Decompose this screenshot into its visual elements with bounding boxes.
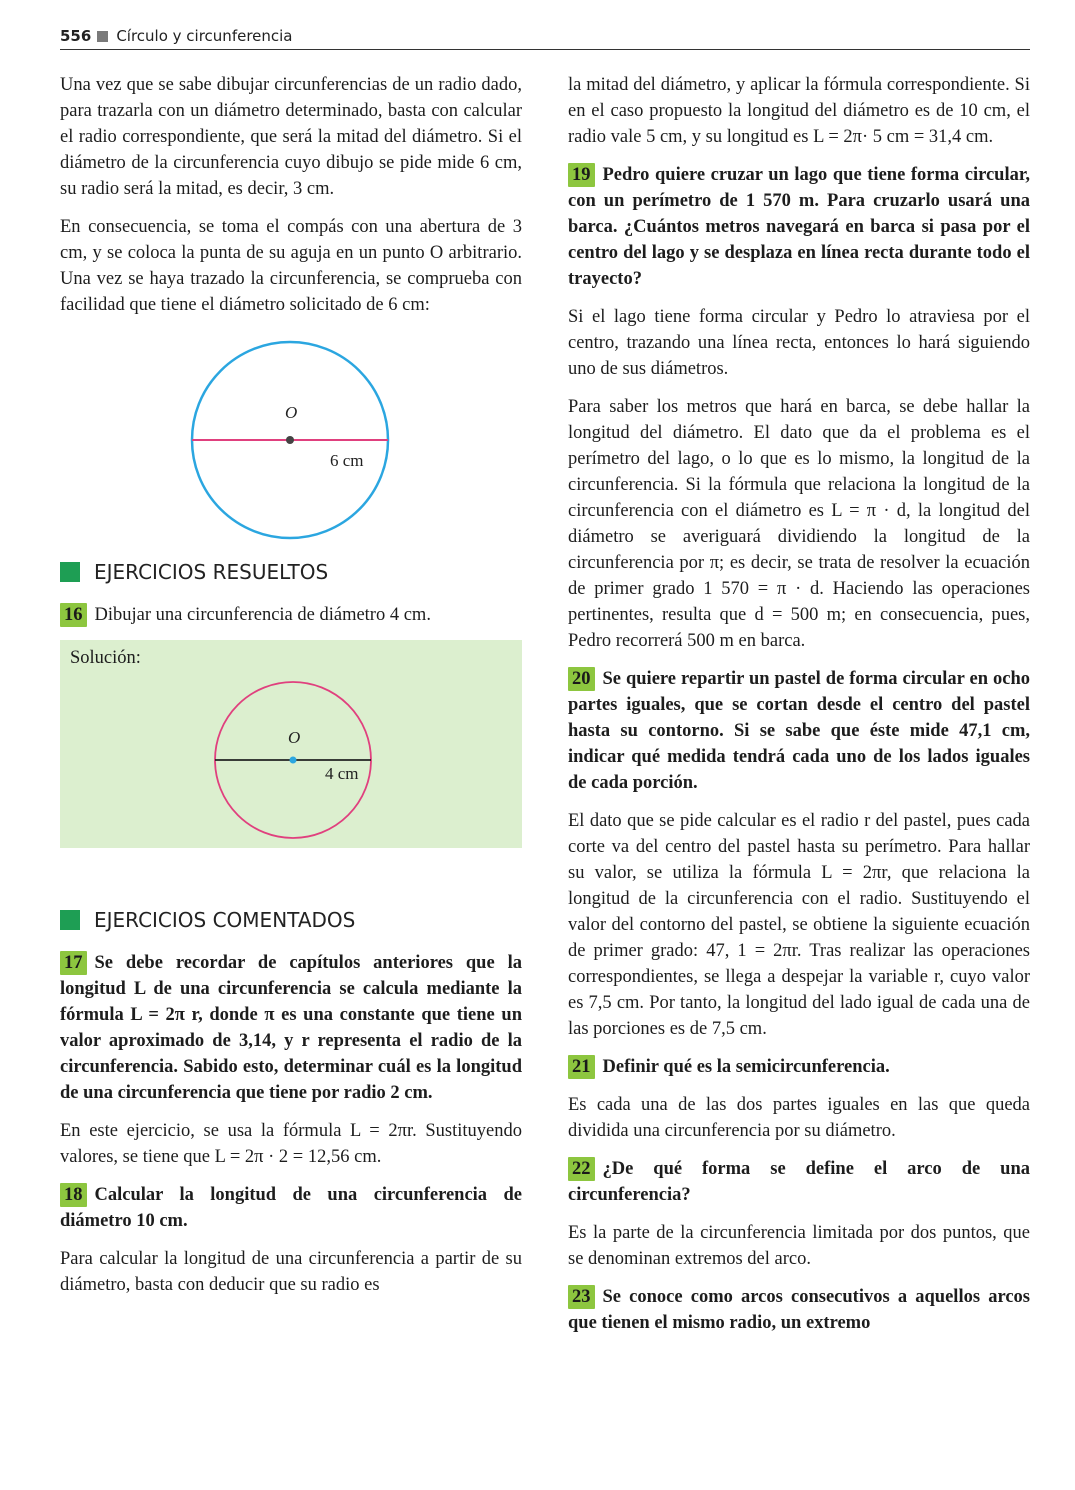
exercise-text: Se debe recordar de capítulos anteriores que la longitud L de una circunferencia se calcula mediante la fórmula L = 2π r, donde π es una constante que tiene un valor aproximado de 3,14, y r representa el radio de la circunferencia. Sabido esto, determinar cuál es la longitud de una circunferencia que tiene por radio 2 cm. — [60, 953, 522, 1103]
exercise-22-question — [568, 1156, 1030, 1208]
page-header — [60, 24, 1030, 50]
intro-paragraph-2: En consecuencia, se toma el compás con una abertura de 3 cm, y se coloca la punta de su aguja en un punto O arbitrario. Una vez se haya trazado la circunferencia, se comprueba con facilidad que tiene el diámetro solicitado de 6 cm: — [60, 217, 522, 315]
exercise-number: 21 — [568, 1055, 595, 1079]
exercise-18-question — [60, 1182, 522, 1234]
comentados-heading — [60, 908, 522, 932]
diameter-measure-label: 4 cm — [325, 764, 359, 783]
exercise-17-answer: En este ejercicio, se usa la fórmula L = 2πr. Sustituyendo valores, se tiene que L = 2π · 2 = 12,56 cm. — [60, 1121, 522, 1167]
exercise-21-answer: Es cada una de las dos partes iguales en las que queda dividida una circunferencia por su diámetro. — [568, 1095, 1030, 1141]
exercise-text: Definir qué es la semicircunferencia. — [602, 1057, 890, 1077]
circle-figure-6cm — [60, 330, 522, 540]
right-column — [568, 72, 1030, 1348]
solution-label: Solución: — [70, 648, 141, 668]
exercise-number: 22 — [568, 1157, 595, 1181]
exercise-21-question — [568, 1054, 1030, 1080]
exercise-20-answer: El dato que se pide calcular es el radio r del pastel, pues cada corte va del centro del pastel hasta su perímetro. Para hallar su valor, se utiliza la fórmula L = 2πr, que relaciona la longitud de la circunferencia con el radio. Sustituyendo el valor del contorno del pastel, se obtiene la siguiente ecuación de primer grado: 47, 1 = 2πr. Tras realizar las operaciones correspondientes, se llega a despejar la variable r, cuyo valor es 7,5 cm. Por tanto, la longitud del lado igual de cada una de las porciones es de 7,5 cm. — [568, 811, 1030, 1039]
exercise-23-question — [568, 1284, 1030, 1336]
intro-paragraph-1: Una vez que se sabe dibujar circunferencias de un radio dado, para trazarla con un diámetro determinado, basta con calcular el radio correspondiente, que será la mitad del diámetro. Si el diámetro de la circunferencia cuyo dibujo se pide mide 6 cm, su radio será la mitad, es decir, 3 cm. — [60, 75, 522, 199]
exercise-text: ¿De qué forma se define el arco de una circunferencia? — [568, 1159, 1030, 1205]
comentados-title: EJERCICIOS COMENTADOS — [94, 908, 356, 932]
circle-figure-4cm — [210, 680, 380, 840]
left-column — [60, 72, 522, 1310]
exercise-20-question — [568, 666, 1030, 796]
exercise-number: 19 — [568, 163, 595, 187]
exercise-19-answer-2: Para saber los metros que hará en barca, se debe hallar la longitud del diámetro. El dato que da el problema es el perímetro del lago, o lo que es lo mismo, la longitud de la circunferencia. Si la fórmula que relaciona la longitud de la circunferencia con el diámetro es L = π · d, la longitud del diámetro se averiguará dividiendo la longitud de la circunferencia por π; es decir, se trata de resolver la ecuación de primer grado 1 570 = π · d. Haciendo las operaciones pertinentes, resulta que d = 500 m; en consecuencia, pues, Pedro recorrerá 500 m en barca. — [568, 397, 1030, 651]
exercise-17-question — [60, 950, 522, 1106]
exercise-19-question — [568, 162, 1030, 292]
exercise-22-answer: Es la parte de la circunferencia limitada por dos puntos, que se denominan extremos del arco. — [568, 1223, 1030, 1269]
exercise-number: 18 — [60, 1183, 87, 1207]
exercise-text: Calcular la longitud de una circunferencia de diámetro 10 cm. — [60, 1185, 522, 1231]
center-point — [290, 757, 297, 764]
exercise-16 — [60, 602, 522, 628]
section-square-icon — [60, 562, 80, 582]
center-label: O — [288, 728, 301, 747]
exercise-text: Dibujar una circunferencia de diámetro 4 cm. — [94, 605, 431, 625]
chapter-title: Círculo y circunferencia — [116, 27, 293, 45]
exercise-text: Se conoce como arcos consecutivos a aquellos arcos que tienen el mismo radio, un extremo — [568, 1287, 1030, 1333]
exercise-text: Pedro quiere cruzar un lago que tiene forma circular, con un perímetro de 1 570 m. Para cruzarlo usará una barca. ¿Cuántos metros navegará en barca si pasa por el centro del lago y se desplaza en línea recta durante todo el trayecto? — [568, 165, 1030, 289]
exercise-18-answer-cont: la mitad del diámetro, y aplicar la fórmula correspondiente. Si en el caso propuesto la longitud del diámetro es de 10 cm, el radio vale 5 cm, y su longitud es L = 2π· 5 cm = 31,4 cm. — [568, 75, 1030, 147]
exercise-number: 23 — [568, 1285, 595, 1309]
solution-box — [60, 640, 522, 848]
page-number: 556 — [60, 27, 92, 45]
exercise-text: Se quiere repartir un pastel de forma circular en ocho partes iguales, que se cortan desde el centro del pastel hasta su contorno. Si se sabe que éste mide 47,1 cm, indicar qué medida tendrá cada uno de los lados iguales de cada porción. — [568, 669, 1030, 793]
exercise-number: 16 — [60, 603, 87, 627]
exercise-19-answer-1: Si el lago tiene forma circular y Pedro lo atraviesa por el centro, trazando una línea recta, entonces lo hará siguiendo uno de sus diámetros. — [568, 307, 1030, 379]
header-square-icon — [97, 31, 108, 42]
resueltos-heading — [60, 560, 522, 584]
center-point — [286, 436, 294, 444]
resueltos-title: EJERCICIOS RESUELTOS — [94, 560, 329, 584]
diameter-measure-label: 6 cm — [330, 451, 364, 470]
center-label: O — [285, 403, 298, 422]
exercise-number: 20 — [568, 667, 595, 691]
section-square-icon — [60, 910, 80, 930]
exercise-number: 17 — [60, 951, 87, 975]
exercise-18-answer: Para calcular la longitud de una circunferencia a partir de su diámetro, basta con deducir que su radio es — [60, 1249, 522, 1295]
